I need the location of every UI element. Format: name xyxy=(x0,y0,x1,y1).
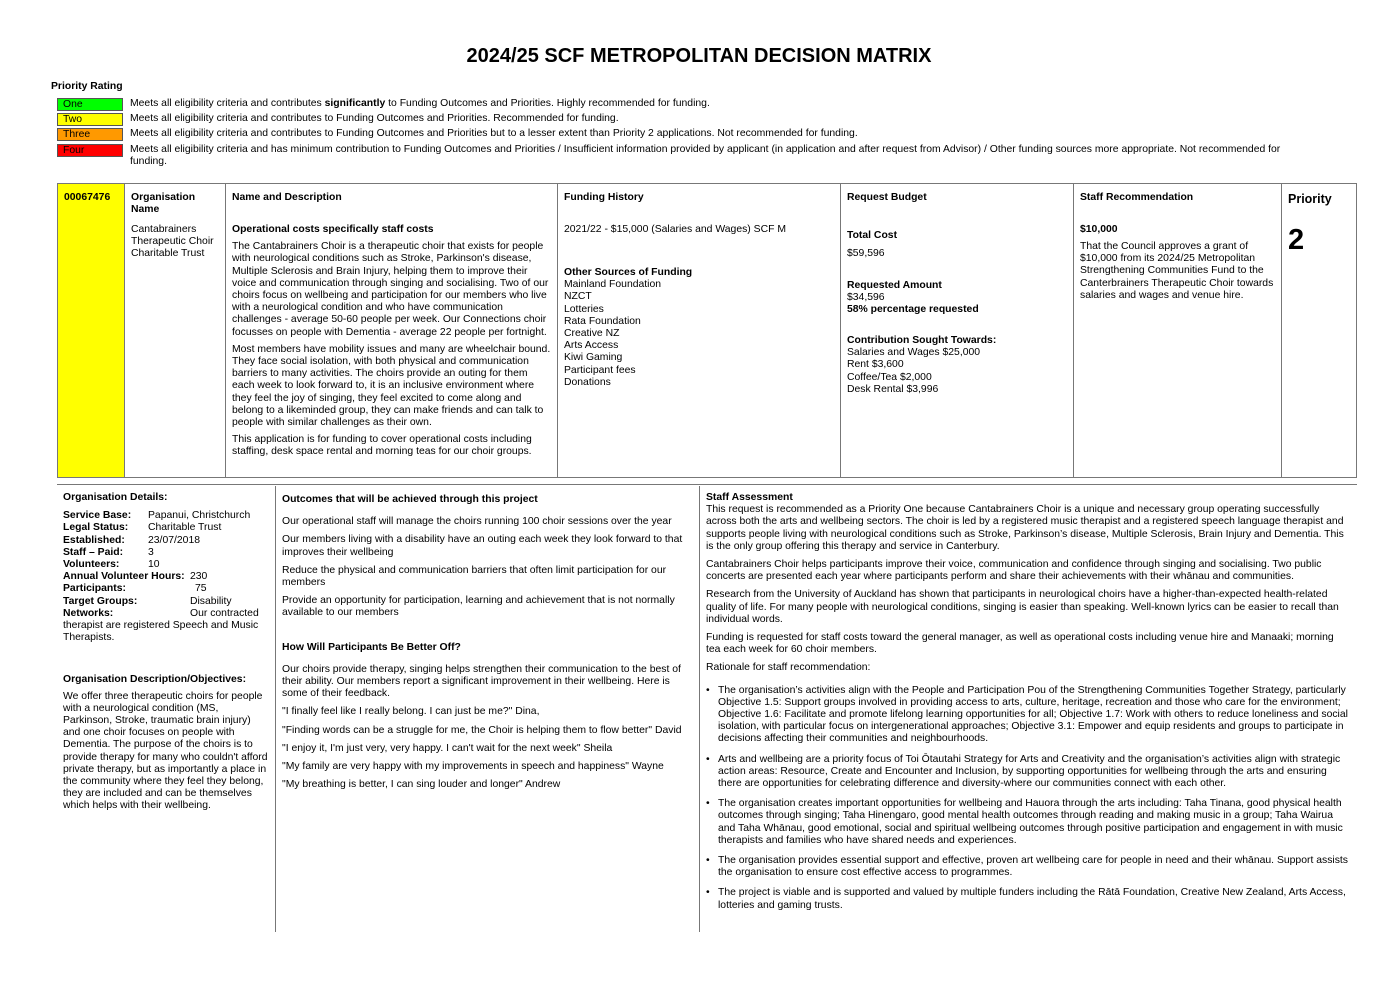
description-paragraph: The Cantabrainers Choir is a therapeutic choir that exists for people with neurological conditions such as Stroke, Parkinson's disease, Multiple Sclerosis and Brain Injury, helping them to improve their voice and communication through singing and socialising. Two of our choirs focus on wellbeing and participation for our members who live with a neurological condition and who have communication challenges - average 50-60 people per week. Our Connections choir focusses on people with Dementia - average 22 people per fortnight. xyxy=(232,241,549,338)
bullet-icon: • xyxy=(706,753,710,765)
priority-swatch-two: Two xyxy=(57,113,123,126)
outcomes-section xyxy=(282,494,692,797)
bullet-icon: • xyxy=(706,855,710,867)
organisation-name: Cantabrainers Therapeutic Choir Charitable Trust xyxy=(131,224,214,260)
outcome-item: Provide an opportunity for participation, learning and achievement that is not normally available to our members xyxy=(282,595,675,619)
other-sources-heading: Other Sources of Funding xyxy=(564,267,693,278)
funding-source: Mainland Foundation xyxy=(564,279,662,291)
participant-quote: "I finally feel like I really belong. I can just be me?" Dina, xyxy=(282,706,540,718)
detail-networks: Networks: Our contracted xyxy=(63,607,259,619)
priority-description-one: Meets all eligibility criteria and contributes significantly to Funding Outcomes and Priorities. Highly recommended for funding. xyxy=(130,98,710,109)
requested-amount xyxy=(847,280,1067,317)
column-divider xyxy=(699,486,700,932)
organisation-details xyxy=(63,492,269,813)
name-description-column xyxy=(226,184,558,477)
priority-swatch-one: One xyxy=(57,98,123,111)
outcomes-heading: Outcomes that will be achieved through this project xyxy=(282,494,538,505)
priority-description-two: Meets all eligibility criteria and contributes to Funding Outcomes and Priorities. Recommended for funding. xyxy=(130,113,619,124)
rationale-list xyxy=(706,685,1350,912)
bullet-icon: • xyxy=(706,684,710,696)
assessment-paragraph: Funding is requested for staff costs toward the general manager, as well as operational costs including venue hire and Manaaki; morning tea each week for 60 choir members. xyxy=(706,632,1334,656)
outcome-item: Our members living with a disability have an outing each week they look forward to that improves their wellbeing xyxy=(282,534,683,558)
funding-history-header: Funding History xyxy=(564,192,644,203)
requested-amount-value: $34,596 xyxy=(847,292,885,304)
detail-volunteer-hours: Annual Volunteer Hours: 230 xyxy=(63,571,208,583)
rationale-item: • The organisation creates important opportunities for wellbeing and Hauora through the arts including: Taha Tinana, good physical health outcomes through singing; Taha Hinengaro, good mental health outcomes through reading and making music in a group; Taha Wairua and Taha Whānau, good emotional, social and spiritual wellbeing outcomes through positive participation and engagement in with music therapists and families who have shared needs and experiences. xyxy=(706,798,1343,846)
column-divider xyxy=(275,486,276,932)
contribution-item: Rent $3,600 xyxy=(847,359,904,371)
bullet-icon: • xyxy=(706,798,710,810)
rationale-item: • Arts and wellbeing are a priority focus of Toi Ōtautahi Strategy for Arts and Creativity and the organisation’s activities align with strategic action areas: Resource, Create and Encounter and Inclusion, by supporting opportunities for wellbeing through the arts and ensuring there are opportunities for celebrating difference and diversity-where our communities connect with each other. xyxy=(706,753,1341,790)
funding-source: Kiwi Gaming xyxy=(564,352,623,364)
total-cost-label: Total Cost xyxy=(847,230,898,241)
detail-target-groups: Target Groups: Disability xyxy=(63,595,232,607)
description-paragraph: This application is for funding to cover operational costs including staffing, desk space rental and morning teas for our choir groups. xyxy=(232,434,532,458)
section-divider xyxy=(57,484,1357,485)
percentage-requested: 58% percentage requested xyxy=(847,304,979,316)
priority-description-four: Meets all eligibility criteria and has minimum contribution to Funding Outcomes and Priorities / Insufficient information provided by applicant (in application and after request from Advisor) / Other funding sources more appropriate. Not recommended for funding. xyxy=(130,144,1281,168)
name-description-header: Name and Description xyxy=(232,192,342,203)
organisation-description-heading: Organisation Description/Objectives: xyxy=(63,674,247,686)
page-title: 2024/25 SCF METROPOLITAN DECISION MATRIX xyxy=(466,45,932,67)
funding-history-value: 2021/22 - $15,000 (Salaries and Wages) SCF M xyxy=(564,224,786,235)
detail-established: Established: 23/07/2018 xyxy=(63,534,201,546)
participant-quote: "My family are very happy with my improvements in speech and happiness" Wayne xyxy=(282,761,664,773)
outcome-item: Reduce the physical and communication barriers that often limit participation for our members xyxy=(282,564,667,589)
funding-source: Donations xyxy=(564,376,611,388)
participant-quote: "My breathing is better, I can sing louder and longer" Andrew xyxy=(282,779,561,791)
priority-swatch-four: Four xyxy=(57,144,123,157)
staff-recommendation-header: Staff Recommendation xyxy=(1080,192,1194,203)
organisation-details-heading: Organisation Details: xyxy=(63,492,168,503)
funding-source: Lotteries xyxy=(564,303,604,315)
rationale-item: • The project is viable and is supported and valued by multiple funders including the Rātā Foundation, Creative New Zealand, Arts Access, lotteries and gaming trusts. xyxy=(706,887,1346,911)
contribution-item: Coffee/Tea $2,000 xyxy=(847,371,932,383)
detail-legal-status: Legal Status: Charitable Trust xyxy=(63,522,222,534)
funding-source: Rata Foundation xyxy=(564,315,641,327)
application-id: 00067476 xyxy=(64,192,111,203)
decision-table xyxy=(57,183,1357,478)
recommended-amount: $10,000 xyxy=(1080,224,1118,235)
detail-volunteers: Volunteers: 10 xyxy=(63,558,160,570)
participant-quote: "I enjoy it, I'm just very, very happy. I can't wait for the next week" Sheila xyxy=(282,742,613,754)
staff-assessment-heading: Staff Assessment xyxy=(706,492,793,503)
detail-networks-continued: therapist are registered Speech and Music Therapists. xyxy=(63,619,259,644)
funding-source: NZCT xyxy=(564,291,592,303)
priority-header: Priority xyxy=(1288,192,1332,206)
request-budget-header: Request Budget xyxy=(847,192,927,203)
rationale-item: • The organisation provides essential support and effective, proven art wellbeing care for people in need and their whānau. Support assists the organisation to ensure cost effective access to programmes. xyxy=(706,855,1348,879)
priority-column xyxy=(1282,184,1356,477)
contribution-label: Contribution Sought Towards: xyxy=(847,335,997,346)
detail-staff-paid: Staff – Paid: 3 xyxy=(63,546,154,558)
better-off-intro: Our choirs provide therapy, singing helps strengthen their communication to the best of their ability. Our members report a significant improvement in their wellbeing. Here is some of their feedback. xyxy=(282,663,681,700)
assessment-paragraph: Research from the University of Auckland has shown that participants in neurological choirs have a higher-than-expected health-related quality of life. For many people with neurological conditions, singing is easier than speaking. Well-known lyrics can be easier to recall than individual words. xyxy=(706,589,1339,625)
project-title: Operational costs specifically staff costs xyxy=(232,224,434,235)
assessment-paragraph: This request is recommended as a Priority One because Cantabrainers Choir is a unique and necessary group operating successfully across both the arts and wellbeing sectors. The choir is led by a registered music therapist and a registered speech language therapist and supports people living with neurological conditions such as Stroke, Parkinson’s disease, Multiple Sclerosis, Brain Injury and Dementia. This is the only group offering this therapy and service in Canterbury. xyxy=(706,504,1344,552)
rationale-heading: Rationale for staff recommendation: xyxy=(706,662,871,674)
request-budget-column xyxy=(841,184,1074,477)
participant-quote: "Finding words can be a struggle for me, the Choir is helping them to flow better" David xyxy=(282,724,682,736)
other-funding-sources xyxy=(564,267,834,389)
funding-source: Participant fees xyxy=(564,364,636,376)
funding-source: Arts Access xyxy=(564,340,619,352)
outcome-item: Our operational staff will manage the choirs running 100 choir sessions over the year xyxy=(282,516,672,528)
requested-amount-label: Requested Amount xyxy=(847,280,942,291)
priority-rating-heading: Priority Rating xyxy=(51,81,123,92)
bullet-icon: • xyxy=(706,887,710,899)
assessment-paragraph: Cantabrainers Choir helps participants improve their voice, communication and confidence through singing and socialising. Two public concerts are presented each year where participants perform and share their achievements with their whānau and communities. xyxy=(706,559,1322,583)
detail-participants: Participants: 75 xyxy=(63,583,207,595)
priority-description-three: Meets all eligibility criteria and contributes to Funding Outcomes and Priorities but to a lesser extent than Priority 2 applications. Not recommended for funding. xyxy=(130,128,858,139)
recommendation-text: That the Council approves a grant of $10,000 from its 2024/25 Metropolitan Strengthening Communities Fund to the Canterbrainers Therapeutic Choir towards salaries and wages and venue hire. xyxy=(1080,241,1274,301)
staff-assessment-section xyxy=(706,492,1350,920)
detail-service-base: Service Base: Papanui, Christchurch xyxy=(63,510,251,522)
organisation-column xyxy=(125,184,226,477)
contribution-item: Desk Rental $3,996 xyxy=(847,383,939,395)
organisation-header: Organisation Name xyxy=(131,192,196,216)
priority-swatch-three: Three xyxy=(57,128,123,141)
organisation-description: We offer three therapeutic choirs for people with a neurological condition (MS, Parkinson, Stroke, traumatic brain injury) and one choir focuses on people with Dementia. The purpose of the choirs is to provide therapy for many who couldn't afford private therapy, but as importantly a place in the community where they feel they belong, they are included and can be themselves which helps with their wellbeing. xyxy=(63,690,268,812)
funding-source: Creative NZ xyxy=(564,328,620,340)
description-paragraph: Most members have mobility issues and many are wheelchair bound. They face social isolation, with both physical and communication barriers to many activities. The choirs provide an outing for them each week to look forward to, it is an inclusive environment where they feel the joy of singing, they feel excited to come along and belong to a likeminded group, they can make friends and can talk to people with similar challenges as their own. xyxy=(232,343,551,429)
funding-history-column xyxy=(558,184,841,477)
staff-recommendation-column xyxy=(1074,184,1282,477)
total-cost-value: $59,596 xyxy=(847,248,885,259)
contribution-item: Salaries and Wages $25,000 xyxy=(847,347,981,359)
name-description-body xyxy=(232,224,551,464)
priority-value: 2 xyxy=(1288,224,1305,256)
rationale-item: • The organisation’s activities align with the People and Participation Pou of the Strengthening Communities Together Strategy, particularly Objective 1.5: Support groups involved in providing access to arts, culture, heritage, recreation and those who care for the environment; Objective 1.6: Facilitate and promote lifelong learning opportunities for all; Objective 1.7: Work with others to reduce loneliness and social isolation, with particular focus on intergenerational approaches; Objective 3.1: Empower and equip residents and groups to participate in decisions affecting their communities and neighbourhoods. xyxy=(706,684,1348,745)
better-off-heading: How Will Participants Be Better Off? xyxy=(282,641,461,653)
contribution-sought xyxy=(847,335,1067,396)
application-id-cell xyxy=(58,184,125,477)
